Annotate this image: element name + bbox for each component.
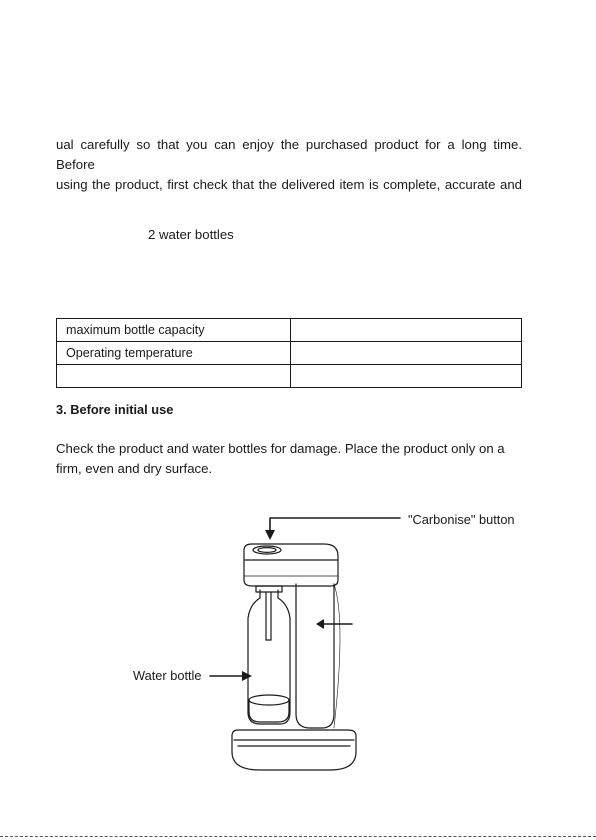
body-column (296, 584, 334, 728)
page-bottom-divider (0, 836, 596, 837)
section-paragraph (56, 439, 526, 479)
soda-maker-illustration (120, 500, 540, 780)
spec-value (291, 342, 522, 365)
carbonise-button-label: "Carbonise" button (408, 512, 515, 527)
product-diagram (120, 500, 540, 785)
spec-label (57, 365, 291, 388)
intro-paragraph (56, 135, 522, 195)
specifications-table (56, 318, 522, 388)
base-outline (232, 730, 356, 770)
water-bottle-label: Water bottle (133, 668, 202, 683)
bottle-arrow-head (242, 671, 252, 681)
spec-label: Operating temperature (57, 342, 291, 365)
intro-line-1: ual carefully so that you can enjoy the purchased product for a long time. Before (56, 137, 522, 172)
body-arrow-head (316, 619, 324, 629)
section-line-2: firm, even and dry surface. (56, 461, 213, 476)
carbonise-arrow-head (265, 530, 275, 540)
intro-line-2: using the product, first check that the delivered item is complete, accurate and (56, 177, 522, 192)
table-row (57, 319, 522, 342)
section-line-1: Check the product and water bottles for damage. Place the product only on a (56, 441, 505, 456)
table-row (57, 365, 522, 388)
water-level (249, 695, 289, 705)
table-row (57, 342, 522, 365)
carbonise-button-inner (258, 548, 276, 553)
scope-of-delivery-item: 2 water bottles (148, 227, 234, 242)
body-edge (334, 584, 340, 728)
carbonise-arrow-line (270, 518, 400, 534)
spec-label: maximum bottle capacity (57, 319, 291, 342)
spec-value (291, 365, 522, 388)
section-heading: 3. Before initial use (56, 402, 174, 417)
spec-value (291, 319, 522, 342)
